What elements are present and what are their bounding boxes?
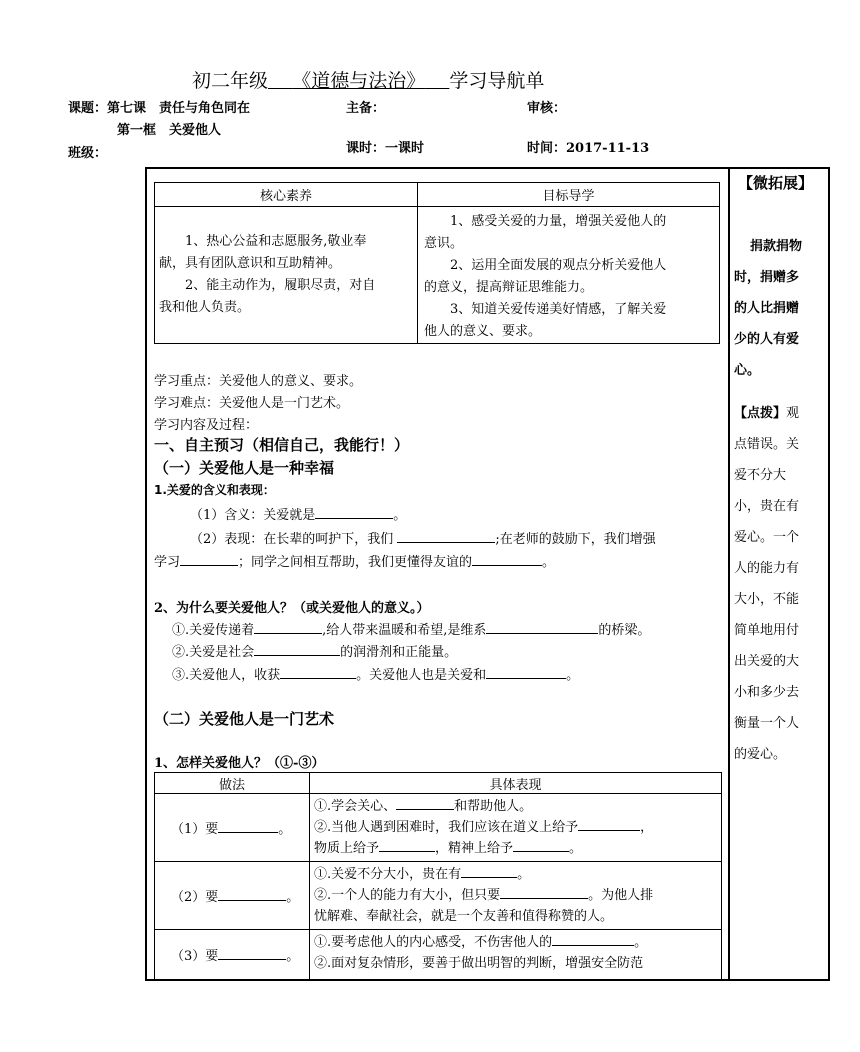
detail-text: 。 [569,841,583,856]
q1-a-period: 。 [393,508,407,523]
blank[interactable] [254,642,340,656]
method-period: 。 [286,949,300,964]
blank[interactable] [254,620,322,634]
blank[interactable] [218,946,286,960]
sec2-title: （二）关爱他人是一门艺术 [154,710,335,728]
tip-line: 衡量一个人 [734,716,800,731]
goals-table [154,182,720,344]
sidebar-tip [734,398,826,770]
part1-title: 一、自主预习（相信自己，我能行！） [154,436,410,454]
detail-cell [310,862,722,930]
table-row [155,862,722,930]
method-cell [155,930,310,980]
method-label: （2）要 [171,890,219,905]
blank[interactable] [552,932,634,946]
q2-b-text2: 的润滑剂和正能量。 [340,645,458,660]
sidebar-expand-line: 心。 [734,363,761,378]
detail-text: 。为他人排 [588,888,654,903]
reviewer-label: 审核： [527,101,567,116]
blank[interactable] [461,864,517,878]
detail-text: ②.面对复杂情形，要善于做出明智的判断，增强安全防范 [314,956,644,971]
key-point: 学习重点：关爱他人的意义、要求。 [154,374,363,389]
tip-line: 出关爱的大 [734,654,800,669]
sec1-title: （一）关爱他人是一种幸福 [154,459,335,477]
q1-b-text4: ；同学之间相互帮助，我们更懂得友谊的 [238,555,473,570]
sidebar-expand-line: 捐款捐物 [750,239,803,254]
date-label: 时间：2017-11-13 [527,141,650,156]
detail-text: ②.一个人的能力有大小，但只要 [314,888,501,903]
blank[interactable] [315,505,393,519]
tip-first: 观 [786,406,800,421]
goals-col1-cell [155,207,418,344]
detail-text: ，精神上给予 [435,841,514,856]
period-label: 课时：一课时 [346,141,425,156]
lesson-label: 课题：第七课 责任与角色同在 [68,101,251,116]
how-table [154,772,722,980]
sidebar-divider [728,167,730,981]
difficulty: 学习难点：关爱他人是一门艺术。 [154,396,350,411]
blank[interactable] [578,817,640,831]
goals-col1-line: 我和他人负责。 [159,300,251,315]
tip-line: 爱心。一个 [734,530,800,545]
q2-a-text1: ①.关爱传递着 [172,623,255,638]
tip-line: 的爱心。 [734,747,787,762]
blank[interactable] [486,665,566,679]
sidebar-expand-line: 时，捐赠多 [734,270,800,285]
detail-text: ， [640,820,654,835]
how-col1-header: 做法 [155,773,310,794]
goals-col2-line: 2、运用全面发展的观点分析关爱他人 [450,258,667,273]
method-period: 。 [278,822,292,837]
q3-title: 1、怎样关爱他人？（①-③） [154,756,325,771]
table-row [155,930,722,980]
q1-b [190,528,656,547]
detail-text: ①.关爱不分大小，贵在有 [314,867,462,882]
q1-a-text: （1）含义：关爱就是 [190,508,316,523]
detail-text: 和帮助他人。 [454,799,533,814]
method-cell [155,862,310,930]
tip-line: 简单地用付 [734,623,800,638]
q1-b-period: 。 [542,555,556,570]
sidebar-expand [734,231,826,386]
blank[interactable] [218,819,278,833]
q2-a-text2: ,给人带来温暖和希望,是维系 [322,623,487,638]
blank[interactable] [280,665,356,679]
title-suffix: 学习导航单 [449,70,545,92]
page-title [192,66,544,93]
title-subject: 《道德与法治》 [292,70,426,92]
blank[interactable] [218,887,286,901]
tip-label: 【点拨】 [734,406,787,421]
goals-col1-header: 核心素养 [155,183,418,207]
goals-col1-line: 2、能主动作为，履职尽责，对自 [185,278,376,293]
detail-cell [310,930,722,980]
blank[interactable] [500,885,588,899]
q1-b-cont [154,551,555,570]
q2-c-text1: ③.关爱他人，收获 [172,668,281,683]
detail-text: ①.要考虑他人的内心感受，不伤害他人的 [314,935,553,950]
tip-line: 大小，不能 [734,592,800,607]
q1-a [190,504,406,523]
blank[interactable] [396,796,454,810]
blank[interactable] [513,838,569,852]
method-label: （3）要 [171,949,219,964]
q2-b [172,641,457,660]
blank[interactable] [180,552,238,566]
goals-col2-line: 意识。 [424,236,464,251]
tip-line: 小，贵在有 [734,499,800,514]
goals-col2-line: 他人的意义、要求。 [424,324,542,339]
title-grade: 初二年级 [192,70,269,92]
q2-c-text2: 。关爱他人也是关爱和 [356,668,487,683]
q2-c [172,664,579,683]
class-label: 班级： [68,146,108,161]
tip-line: 点错误。关 [734,437,800,452]
goals-col2-header: 目标导学 [418,183,720,207]
q1-b-text1: （2）表现：在长辈的呵护下，我们 [190,532,394,547]
q1-b-text3: 学习 [154,555,181,570]
blank[interactable] [379,838,435,852]
detail-text: 物质上给予 [314,841,380,856]
q2-a-text3: 的桥梁。 [598,623,651,638]
preparer-label: 主备： [346,101,386,116]
goals-col2-line: 的意义，提高辩证思维能力。 [424,280,594,295]
goals-col2-line: 3、知道关爱传递美好情感，了解关爱 [450,302,667,317]
sidebar-expand-line: 少的人有爱 [734,332,800,347]
blank[interactable] [486,620,598,634]
tip-line: 小和多少去 [734,685,800,700]
q2-a [172,619,650,638]
detail-text: ②.当他人遇到困难时，我们应该在道义上给予 [314,820,579,835]
blank[interactable] [472,552,542,566]
tip-line: 爱不分大 [734,468,787,483]
method-cell [155,794,310,862]
sidebar-title: 【微拓展】 [738,174,814,192]
how-col2-header: 具体表现 [310,773,722,794]
detail-text: ①.学会关心、 [314,799,397,814]
q2-c-period: 。 [566,668,580,683]
q1-title: 1.关爱的含义和表现： [154,483,275,497]
goals-col2-line: 1、感受关爱的力量，增强关爱他人的 [450,214,667,229]
section-label: 第一框 关爱他人 [117,123,222,138]
detail-text: 忧解难、奉献社会，就是一个友善和值得称赞的人。 [314,909,614,924]
q2-b-text1: ②.关爱是社会 [172,645,255,660]
q1-b-text2: ;在老师的鼓励下，我们增强 [495,532,656,547]
table-row [155,794,722,862]
goals-col1-line: 1、热心公益和志愿服务,敬业奉 [185,234,367,249]
method-label: （1）要 [171,822,219,837]
detail-text: 。 [634,935,648,950]
tip-line: 人的能力有 [734,561,800,576]
detail-text: 。 [517,867,531,882]
blank[interactable] [397,529,495,543]
detail-cell [310,794,722,862]
q2-title: 2、为什么要关爱他人？（或关爱他人的意义。） [154,601,430,616]
process-label: 学习内容及过程： [154,418,259,433]
sidebar-expand-line: 的人比捐赠 [734,301,800,316]
goals-col1-line: 献，具有团队意识和互助精神。 [159,256,342,271]
goals-col2-cell [418,207,720,344]
method-period: 。 [286,890,300,905]
